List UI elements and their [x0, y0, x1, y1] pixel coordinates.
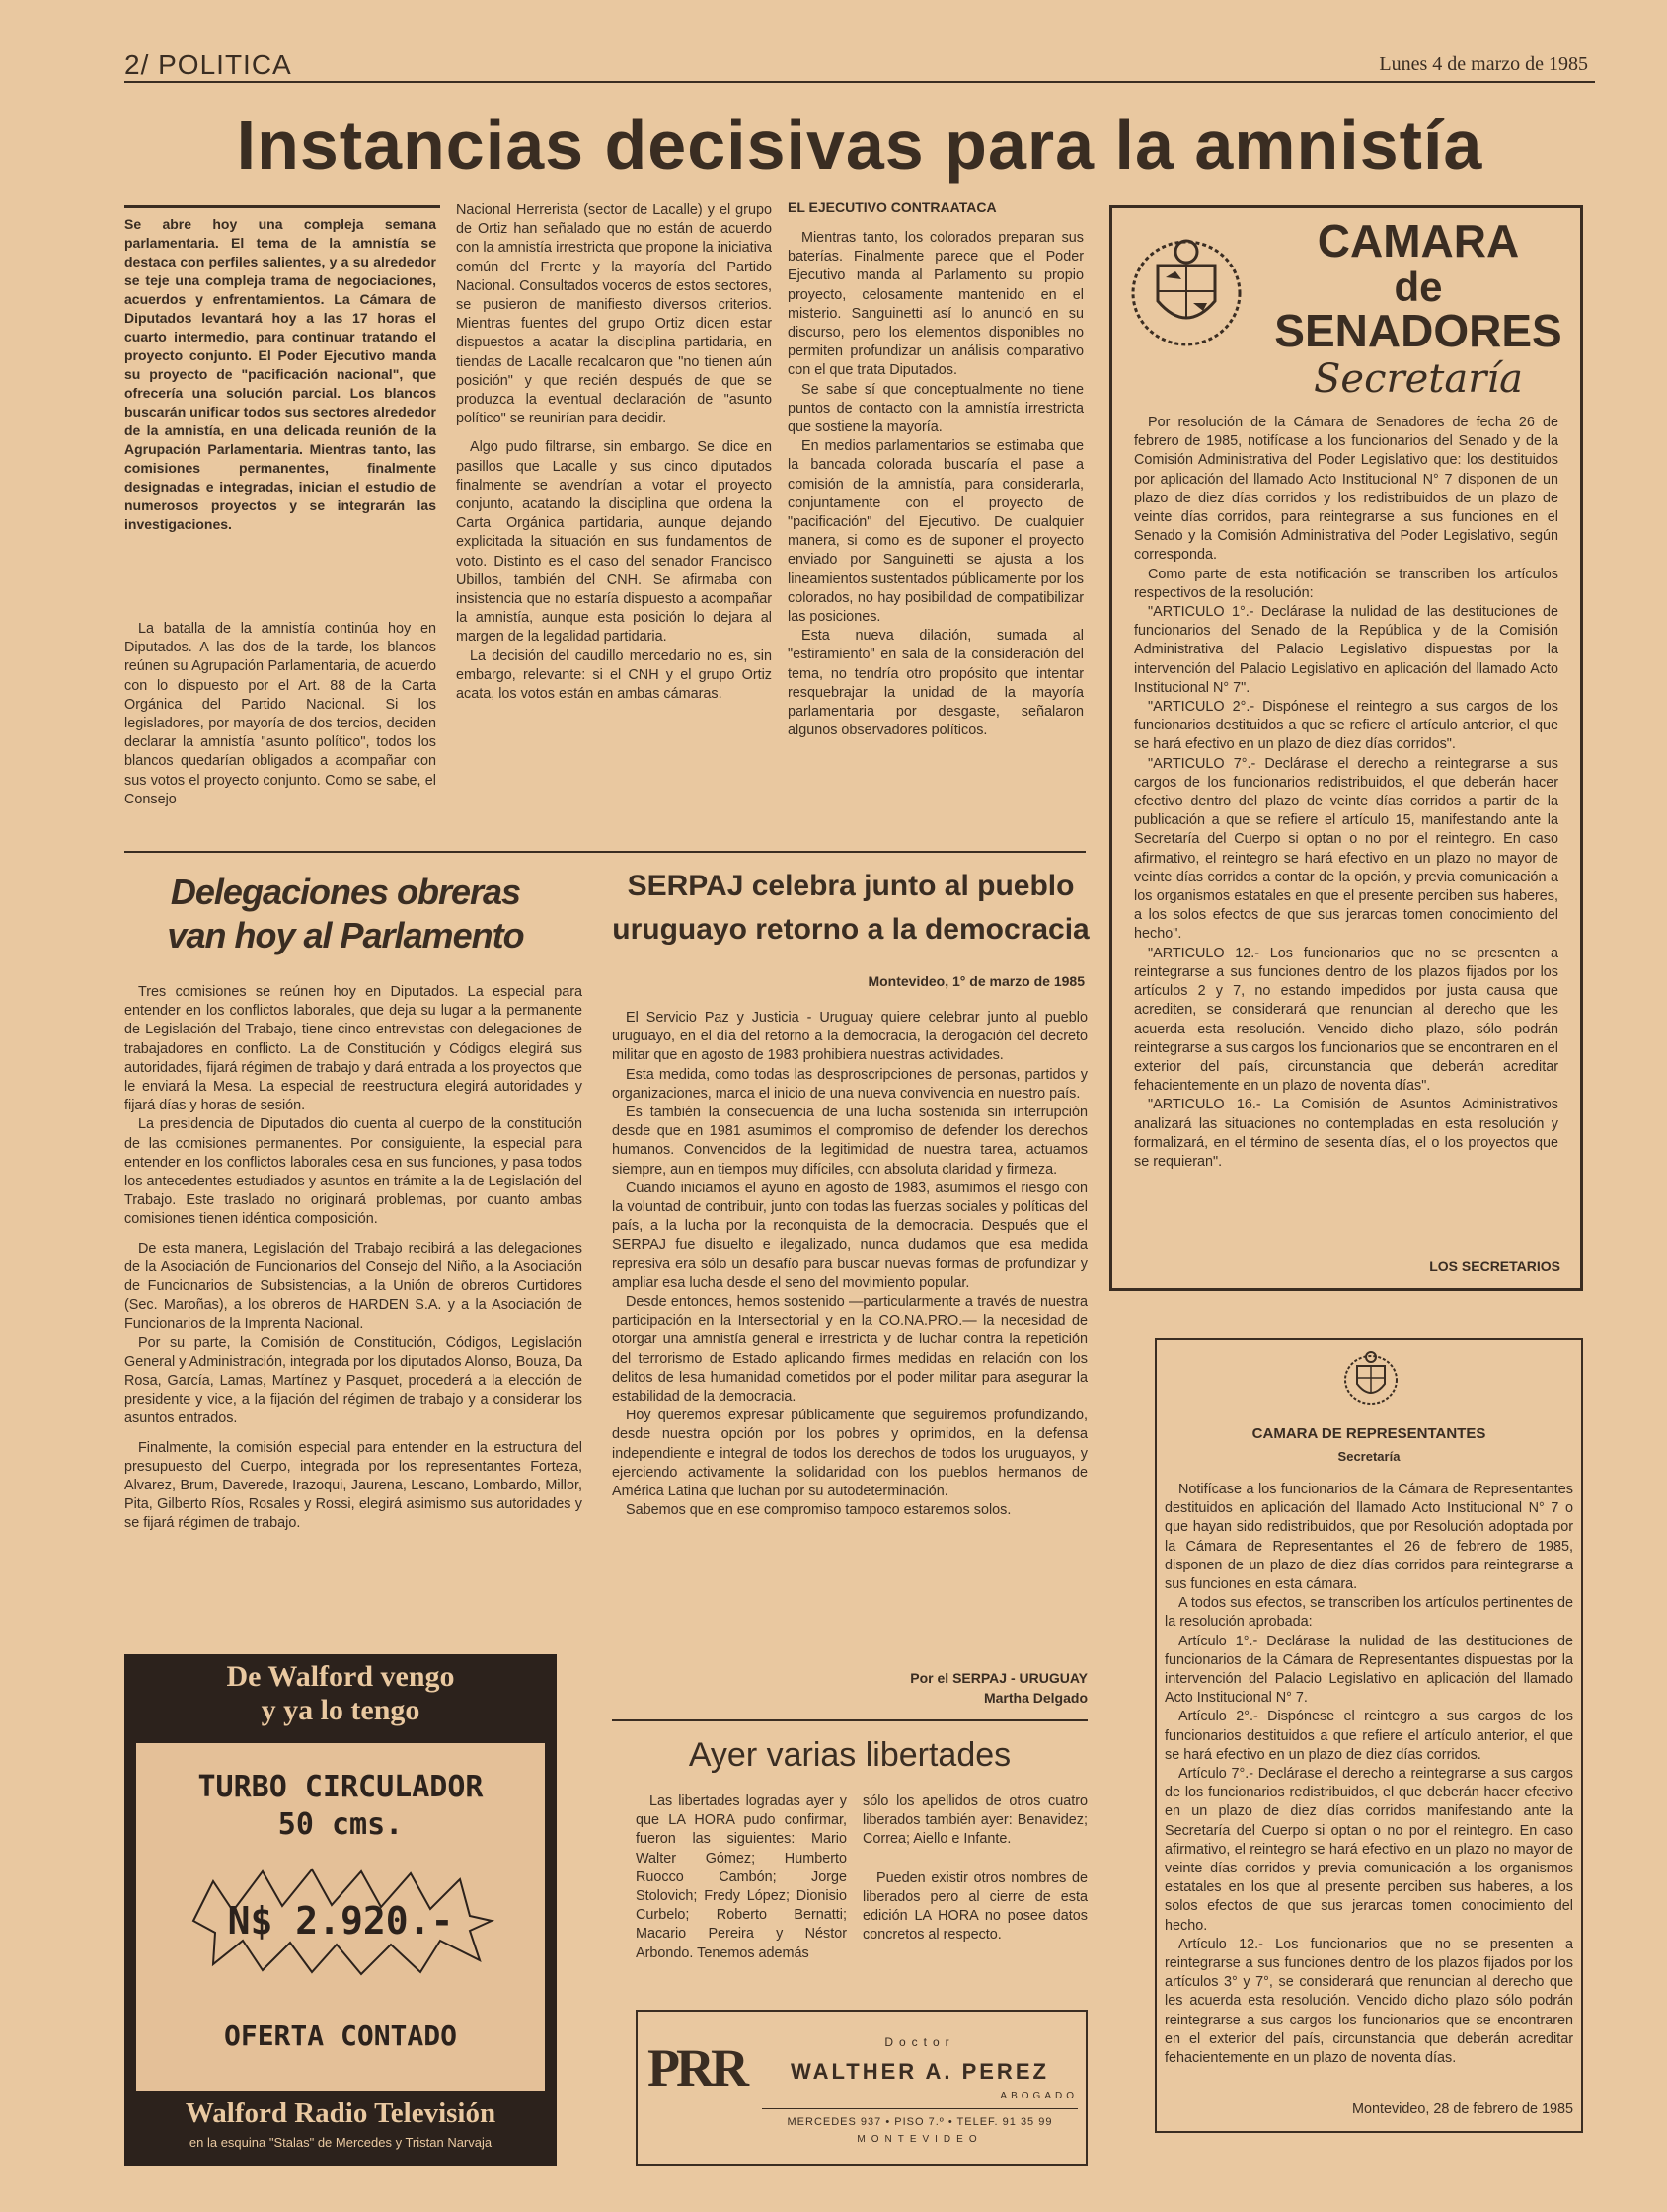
- serpaj-headline-line: SERPAJ celebra junto al pueblo: [627, 870, 1075, 902]
- header-rule: [124, 81, 1595, 83]
- serpaj-signature: [819, 1668, 1088, 1708]
- libertades-paragraph: Las libertades logradas ayer y que LA HORA pudo confirmar, fueron las siguientes: Mario Walter Gómez; Humberto Ruocco Cambón; Jorge Stolovich; Fredy López; Dionisio Curbelo; Roberto Bernatti; Macario Pereira y Néstor Arbondo. Tenemos además: [636, 1793, 847, 1961]
- reps-subtitle: Secretaría: [1337, 1449, 1401, 1464]
- lead-col2: [456, 201, 772, 704]
- delegaciones-paragraph: Por su parte, la Comisión de Constitución, Códigos, Legislación General y Administración, integrada por los diputados Alonso, Bouza, Da Rosa, García, Lamas, Martínez y Pasquet, procederá a la elección de presidente y vice, a la fijación del régimen de trabajo y a considerar los asuntos entrados.: [124, 1335, 582, 1427]
- lawyer-name: WALTHER A. PEREZ: [791, 2059, 1049, 2084]
- lead-col2-paragraph: Algo pudo filtrarse, sin embargo. Se dice en pasillos que Lacalle y sus cinco diputados finalmente se avendrían a votar el proyecto conjunto, acatando la disciplina que ordena la Carta Orgánica partidaria, aunque dejando explicitada la situación en sus fundamentos de voto. Distinto es el caso del senador Francisco Ubillos, también del CNH. Se afirmaba con insistencia que no estaría dispuesto a acompañar la amnistía, aunque esta posición lo dejara al margen de la legalidad partidaria.: [456, 439, 772, 646]
- senate-article-1: "ARTICULO 1°.- Declárase la nulidad de las destituciones de funcionarios del Senado de la República y de la Comisión Administrativa del Palacio Legislativo dispuestas por la intervención del Palacio Legislativo en aplicación del llamado Acto Institucional N° 7".: [1134, 604, 1558, 696]
- reps-title: CAMARA DE REPRESENTANTES: [1251, 1425, 1486, 1442]
- lead-intro: Se abre hoy una compleja semana parlamentaria. El tema de la amnistía se destaca con perfiles salientes, y a su alrededor se teje una compleja trama de negociaciones, acuerdos y enfrentamientos. La Cámara de Diputados levantará hoy a las 17 horas el cuarto intermedio, para continuar tratando el proyecto conjunto. El Poder Ejecutivo manda su proyecto de "pacificación nacional", que ofrecería una solución parcial. Los blancos buscarán unificar todos sus sectores alrededor de la amnistía, en una delicada reunión de la Agrupación Parlamentaria. Mientras tanto, las comisiones permanentes, finalmente designadas e integradas, inician el estudio de numerosos proyectos y se integrarán las investigaciones.: [124, 216, 436, 532]
- delegaciones-body: [124, 983, 582, 1534]
- delegaciones-paragraph: Tres comisiones se reúnen hoy en Diputados. La especial para entender en los conflictos laborales, que deja su lugar a la permanente de Legislación del Trabajo, tiene cinco entrevistas con delegaciones de trabajadores en conflicto. La de Constitución y Códigos elegirá sus autoridades, fijará régimen de trabajo y dará entrada a los proyectos que le enviará la Mesa. La especial de reestructura elegirá autoridades y fijará días y horas de sesión.: [124, 984, 582, 1114]
- senate-notice-box: [1109, 205, 1583, 1291]
- reps-paragraph: A todos sus efectos, se transcriben los artículos pertinentes de la resolución aprobada:: [1165, 1595, 1573, 1631]
- libertades-col2: [863, 1792, 1088, 1945]
- reps-article-7: Artículo 7°.- Declárase el derecho a reintegrarse a sus cargos de los funcionarios redistribuidos, el que deberán hacer efectivo en un plazo de diez días corridos manifestando ante la Secretaría del Cuerpo si optan o no por el reintegro. En caso afirmativo, el reintegro se hará efectivo en un plazo no mayor de veinte días corridos y previa comunicación a los organismos estatales en los que al presente perciben sus haberes, a los solos efectos de que sus jerarcas tomen conocimiento del hecho.: [1165, 1766, 1573, 1934]
- walford-offer: OFERTA CONTADO: [223, 2020, 457, 2052]
- lead-col2-paragraph: Nacional Herrerista (sector de Lacalle) y el grupo de Ortiz han señalado que no están de acuerdo con la amnistía irrestricta que propone la iniciativa común del Frente y la mayoría del Partido Nacional. Consultados voceros de estos sectores, se pusieron de manifiesto diversos criterios. Mientras fuentes del grupo Ortiz dicen estar dispuestos a acatar la disciplina partidaria, en tiendas de Lacalle recalcaron que "no tienen aún posición" y que recién después de que se produzca la eventual declaración de "asunto político" se reunirían para decidir.: [456, 202, 772, 427]
- libertades-paragraph: sólo los apellidos de otros cuatro liberados también ayer: Benavidez; Correa; Aiello e Infante.: [863, 1793, 1088, 1848]
- serpaj-headline-line: uruguayo retorno a la democracia: [612, 913, 1090, 946]
- serpaj-paragraph: Es también la consecuencia de una lucha sostenida sin interrupción desde que en 1981 asumimos el compromiso de defender los derechos humanos. Convencidos de la legitimidad de nuestra tarea, actuamos siempre, aun en tiempos muy difíciles, con absoluta claridad y firmeza.: [612, 1105, 1088, 1178]
- serpaj-paragraph: Sabemos que en ese compromiso tampoco estaremos solos.: [626, 1502, 1012, 1519]
- reps-paragraph: Notifícase a los funcionarios de la Cámara de Representantes destituidos en aplicación del llamado Acto Institucional N° 7 o que hayan sido redistribuidos, que por Resolución adoptada por la Cámara de Representantes el 26 de febrero de 1985, disponen de un plazo de diez días corridos para reintegrarse a sus funciones en esta cámara.: [1165, 1482, 1573, 1593]
- serpaj-paragraph: Cuando iniciamos el ayuno en agosto de 1983, asumimos el riesgo con la voluntad de contribuir, junto con todas las fuerzas sociales y políticas del país, a la lucha por la reconquista de la democracia. Después que el SERPAJ fue disuelto e ilegalizado, nunca dudamos que esa medida represiva era sólo un desafío para buscar nuevas formas de profundizar y ampliar esa lucha desde el seno del movimiento popular.: [612, 1180, 1088, 1291]
- serpaj-headline: [604, 865, 1098, 952]
- lead-col3-paragraph: Se sabe sí que conceptualmente no tiene puntos de contacto con la amnistía irrestricta que sostiene la mayoría.: [788, 381, 1084, 436]
- senate-article-16: "ARTICULO 16.- La Comisión de Asuntos Administrativos analizará las situaciones no contempladas en esta resolución y formalizará, en el término de sesenta días, el o los proyectos que se requieran".: [1134, 1097, 1558, 1170]
- delegaciones-headline: [128, 871, 563, 957]
- delegaciones-headline-line: Delegaciones obreras: [170, 872, 521, 912]
- walford-address: en la esquina "Stalas" de Mercedes y Tristan Narvaja: [189, 2135, 493, 2150]
- walford-ad-tagline-line: De Walford vengo: [226, 1660, 455, 1693]
- senate-article-12: "ARTICULO 12.- Los funcionarios que no se presenten a reintegrarse a sus funciones dentro de los plazos fijados por los artículos 2 y 7, no estando impedidos por justa causa que acrediten, se considerará que renuncian al derecho que les acuerda esta resolución. Vencido dicho plazo, sólo podrán reintegrarse a sus cargos los funcionarios que se encontraren en el exterior del país, circunstancia que deberán acreditar fehacientemente en un plazo de noventa días".: [1134, 945, 1558, 1095]
- uruguay-coat-of-arms-icon: [1341, 1348, 1401, 1408]
- walford-ad: [124, 1654, 557, 2166]
- senate-title-1: CAMARA: [1317, 215, 1520, 267]
- serpaj-signature-line: Por el SERPAJ - URUGUAY: [910, 1670, 1088, 1686]
- lead-col1-paragraph: La batalla de la amnistía continúa hoy en Diputados. A las dos de la tarde, los blancos reúnen su Agrupación Parlamentaria, de acuerdo con lo dispuesto por el Art. 88 de la Carta Orgánica del Partido Nacional. Si los legisladores, por mayoría de dos tercios, deciden declarar la amnistía "asunto político", todos los blancos quedarían obligados a acompañar con sus votos el proyecto conjunto. Como se sabe, el Consejo: [124, 621, 436, 807]
- walford-price: N$ 2.920.-: [227, 1899, 454, 1943]
- lawyer-profession: ABOGADO: [1000, 2091, 1078, 2101]
- lead-rule: [124, 205, 440, 208]
- lawyer-address: MERCEDES 937 • PISO 7.º • TELEF. 91 35 99: [787, 2116, 1053, 2128]
- walford-ad-tagline-line: y ya lo tengo: [261, 1694, 420, 1726]
- serpaj-signature-name: Martha Delgado: [983, 1690, 1088, 1706]
- subhead-ejecutivo: EL EJECUTIVO CONTRAATACA: [788, 199, 997, 215]
- lawyer-divider: [762, 2108, 1078, 2109]
- serpaj-dateline: Montevideo, 1° de marzo de 1985: [868, 973, 1085, 989]
- lawyer-city: MONTEVIDEO: [857, 2134, 983, 2145]
- reps-article-12: Artículo 12.- Los funcionarios que no se presenten a reintegrarse a sus funciones dentro de los plazos fijados por los artículos 3° y 7°, se considerará que renuncian al derecho que les acuerda esta resolución. Vencido dicho plazo sólo podrán reintegrarse a sus cargos los funcionarios que se encontraren en el exterior del país, circunstancia que deberán acreditar fehacientemente en un plazo de noventa días.: [1165, 1936, 1573, 2067]
- senate-paragraph: Como parte de esta notificación se transcriben los artículos respectivos de la resolución:: [1134, 566, 1558, 601]
- uruguay-coat-of-arms-icon: [1128, 232, 1245, 348]
- lawyer-ad: [636, 2010, 1088, 2166]
- serpaj-body: [612, 1009, 1088, 1520]
- issue-date: Lunes 4 de marzo de 1985: [1379, 53, 1588, 75]
- senate-paragraph: Por resolución de la Cámara de Senadores de fecha 26 de febrero de 1985, notifícase a los funcionarios del Senado y de la Comisión Administrativa del Poder Legislativo que: los destituidos por aplicación del llamado Acto Institucional N° 7 disponen de un plazo de diez días corridos y los redistribuidos de un plazo de veinte días corridos, para reintegrarse a sus funciones en el Senado y la Comisión Administrativa del Poder Legislativo, según corresponda.: [1134, 415, 1558, 564]
- senate-subtitle: Secretaría: [1314, 356, 1523, 402]
- libertades-paragraph: Pueden existir otros nombres de liberados pero al cierre de esta edición LA HORA no posee datos concretos al respecto.: [863, 1869, 1088, 1944]
- reps-body: [1165, 1481, 1573, 2068]
- serpaj-paragraph: El Servicio Paz y Justicia - Uruguay quiere celebrar junto al pueblo uruguayo, en el día del retorno a la democracia, la derogación del decreto militar que en agosto de 1983 prohibiera nuestras actividades.: [612, 1010, 1088, 1064]
- senate-title-2: de: [1394, 264, 1443, 310]
- lead-col3-paragraph: Esta nueva dilación, sumada al "estiramiento" en sala de la consideración del tema, no tendría otro propósito que intentar resquebrajar la unidad de la mayoría parlamentaria por desgaste, señalaron algunos observadores políticos.: [788, 628, 1084, 739]
- serpaj-paragraph: Esta medida, como todas las desproscripciones de personas, partidos y organizaciones, marca el inicio de una nueva convivencia en nuestro país.: [612, 1066, 1088, 1102]
- lead-col3: [788, 229, 1084, 740]
- senate-article-7: "ARTICULO 7°.- Declárase el derecho a reintegrarse a sus cargos de los funcionarios redistribuidos, el que deberán hacer efectivo dentro del plazo de veinte días corridos a partir de la publicación a que se refiere el artículo 15, manifestando ante la Secretaría del Cuerpo si optan o no por el reintegro. En caso afirmativo, el reintegro se hará efectivo en un plazo no mayor de veinte días corridos a contar de la opción, y previa comunicación a los organismos estatales en que el presente perciben sus haberes, a los solos efectos de que sus jerarcas tomen conocimiento del hecho".: [1134, 755, 1558, 943]
- serpaj-paragraph: Hoy queremos expresar públicamente que seguiremos profundizando, desde nuestra opción por los pobres y oprimidos, en la defensa independiente e integral de todos los derechos de todos los uruguayos, y ejerciendo activamente la solidaridad con los pueblos hermanos de América Latina que luchan por su autodeterminación.: [612, 1408, 1088, 1500]
- libertades-col1: [636, 1792, 847, 1963]
- walford-product-line: 50 cms.: [277, 1807, 404, 1842]
- walford-brand: Walford Radio Televisión: [185, 2098, 496, 2129]
- reps-article-1: Artículo 1°.- Declárase la nulidad de las destituciones de funcionarios de la Cámara de Representantes dispuestas por la intervención del Palacio Legislativo en aplicación del llamado Acto Institucional N° 7.: [1165, 1633, 1573, 1707]
- lawyer-title: Doctor: [884, 2035, 955, 2049]
- senate-article-2: "ARTICULO 2°.- Dispónese el reintegro a sus cargos de los funcionarios destituidos a que se refiere el artículo anterior, el que se hará efectivo en un plazo de diez días corridos".: [1134, 699, 1558, 753]
- reps-notice-box: [1155, 1338, 1583, 2133]
- senate-body: [1134, 414, 1558, 1172]
- senate-signature: LOS SECRETARIOS: [1429, 1259, 1560, 1274]
- walford-ad-panel: [136, 1743, 545, 2091]
- section-label: 2/ POLITICA: [124, 49, 292, 80]
- lead-col3-paragraph: Mientras tanto, los colorados preparan sus baterías. Finalmente parece que el Poder Ejecutivo manda al Parlamento su propio proyecto, celosamente mantenido en el misterio. Sanguinetti así lo anunció en su discurso, pero los elementos disponibles no permiten profundizar un análisis comparativo con el que trata Diputados.: [788, 230, 1084, 379]
- reps-date: Montevideo, 28 de febrero de 1985: [1351, 2101, 1573, 2117]
- lead-col2-paragraph: La decisión del caudillo mercedario no es, sin embargo, relevante: si el CNH y el grupo Ortiz acata, los votos están en ambas cámaras.: [456, 648, 772, 703]
- lead-col3-paragraph: En medios parlamentarios se estimaba que la bancada colorada buscaría el pase a comisión de la amnistía, para considerarla, conjuntamente con el proyecto de "pacificación" del Ejecutivo. De cualquier manera, si como es de suponer el proyecto enviado por Sanguinetti se ajusta a los lineamientos sustentados públicamente por los colorados, no hay posibilidad de compatibilizar las posiciones.: [788, 438, 1084, 626]
- lawyer-logo: PRR: [647, 2038, 745, 2098]
- walford-product-line: TURBO CIRCULADOR: [197, 1770, 484, 1804]
- reps-article-2: Artículo 2°.- Dispónese el reintegro a sus cargos de los funcionarios destituidos a que refiere el artículo anterior, el que se hará efectivo en un plazo de diez días corridos.: [1165, 1709, 1573, 1763]
- serpaj-paragraph: Desde entonces, hemos sostenido —particularmente a través de nuestra participación en la Intersectorial y en la CO.NA.PRO.— la necesidad de otorgar una amnistía general e irrestricta y de luchar contra la repetición del terrorismo de Estado aplicando firmes medidas en relación con los delitos de lesa humanidad cometidos por el poder militar para asegurar la estabilidad de la democracia.: [612, 1294, 1088, 1406]
- delegaciones-paragraph: De esta manera, Legislación del Trabajo recibirá a las delegaciones de la Asociación de Funcionarios del Consejo del Niño, a la Asociación de Funcionarios de Subsistencias, a la Unión de obreros Curtidores (Sec. Maroñas), a los obreros de HARDEN S.A. y a la Asociación de Funcionarios de la Imprenta Nacional.: [124, 1240, 582, 1333]
- main-headline: Instancias decisivas para la amnistía: [236, 107, 1483, 184]
- libertades-headline: Ayer varias libertades: [688, 1736, 1012, 1774]
- lead-bottom-rule: [124, 851, 1086, 853]
- delegaciones-paragraph: La presidencia de Diputados dio cuenta al cuerpo de la constitución de las comisiones permanentes. Por consiguiente, la especial para entender en los conflictos laborales cesa en sus funciones, y pasa todos los antecedentes estudiados y asuntos en trámite a la de Legislación del Trabajo. Este traslado no originará problemas, por cuanto ambas comisiones tienen idéntica composición.: [124, 1116, 582, 1228]
- senate-title-3: SENADORES: [1274, 305, 1562, 356]
- walford-product: [136, 1769, 545, 1844]
- serpaj-bottom-rule: [612, 1719, 1088, 1721]
- walford-ad-tagline: [124, 1660, 557, 1727]
- delegaciones-paragraph: Finalmente, la comisión especial para entender en la estructura del presupuesto del Cuerpo, integrada por los representantes Forteza, Alvarez, Brum, Daverede, Irazoqui, Jaurena, Lescano, Lombardo, Millor, Pita, Gilberto Ríos, Rosales y Rossi, elegirá asimismo sus autoridades y se fijará régimen de trabajo.: [124, 1439, 582, 1532]
- delegaciones-headline-line: van hoy al Parlamento: [167, 915, 524, 955]
- lead-col1: [124, 620, 436, 809]
